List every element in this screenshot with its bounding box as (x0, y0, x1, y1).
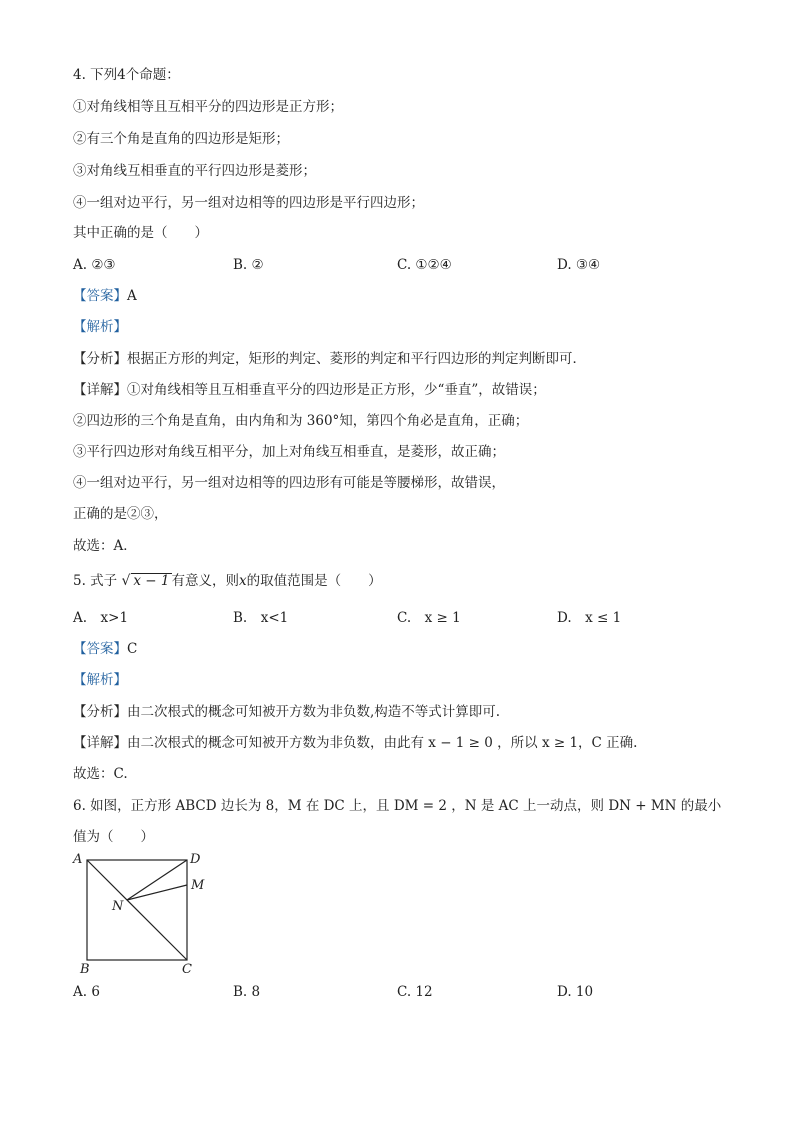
segment-mn (127, 885, 187, 900)
q5-title-pre: 5. 式子 (73, 573, 118, 589)
point-m-label: M (191, 878, 205, 893)
xiangjie-tag: 【详解】 (73, 735, 127, 751)
q6-option-a: A. 6 (73, 984, 100, 1000)
fenxi-tag: 【分析】 (73, 351, 127, 367)
q4-answer (73, 287, 137, 305)
q5-option-a: A. x>1 (73, 610, 129, 626)
q5-title-post: 的取值范围是（ ） (246, 573, 382, 589)
analysis-tag: 【解析】 (73, 672, 127, 688)
q5-title-mid: 有意义，则 (171, 573, 239, 589)
fenxi-text: 由二次根式的概念可知被开方数为非负数,构造不等式计算即可. (127, 704, 501, 720)
answer-value: C (127, 641, 138, 657)
point-n-label: N (112, 899, 124, 914)
q4-solution-5: 正确的是②③， (73, 506, 168, 522)
q4-solution-4: ④一组对边平行，另一组对边相等的四边形有可能是等腰梯形，故错误， (73, 475, 505, 491)
q4-option-c: C. ①②④ (397, 257, 452, 273)
q4-question: 其中正确的是（ ） (73, 225, 208, 241)
fenxi-tag: 【分析】 (73, 704, 127, 720)
q4-proposition-2: ②有三个角是直角的四边形是矩形； (73, 131, 289, 147)
q5-variable: x (239, 573, 247, 589)
q4-title: 4. 下列4个命题： (73, 67, 180, 83)
q6-square-figure (70, 850, 210, 980)
answer-tag: 【答案】 (73, 288, 127, 304)
vertex-a-label: A (73, 852, 83, 867)
q4-proposition-4: ④一组对边平行，另一组对边相等的四边形是平行四边形； (73, 195, 424, 211)
xiangjie-tag: 【详解】 (73, 382, 127, 398)
q6-option-d: D. 10 (557, 984, 594, 1000)
q6-question-line-2: 值为（ ） (73, 829, 154, 845)
q4-xiangjie (73, 381, 546, 399)
q4-proposition-1: ①对角线相等且互相平分的四边形是正方形； (73, 99, 343, 115)
q6-option-b: B. 8 (233, 984, 261, 1000)
vertex-c-label: C (182, 962, 192, 977)
q4-option-b: B. ② (233, 257, 264, 273)
vertex-b-label: B (80, 962, 90, 977)
q4-analysis-heading (73, 318, 127, 336)
xiangjie-text: ①对角线相等且互相垂直平分的四边形是正方形，少“垂直”，故错误； (127, 382, 546, 398)
vertex-d-label: D (190, 852, 201, 867)
q5-fenxi (73, 703, 500, 721)
q6-question-line-1: 6. 如图，正方形 ABCD 边长为 8，M 在 DC 上，且 DM = 2 ，N 是 AC 上一动点，则 DN + MN 的最小 (73, 798, 722, 814)
answer-value: A (127, 288, 137, 304)
diagonal-ac (87, 860, 187, 960)
q6-option-c: C. 12 (397, 984, 433, 1000)
q4-option-a: A. ②③ (73, 257, 116, 273)
xiangjie-text: 由二次根式的概念可知被开方数为非负数，由此有 x − 1 ≥ 0 ，所以 x ≥ 1，C 正确. (127, 735, 638, 751)
q5-option-d: D. x ≤ 1 (557, 610, 622, 626)
q4-proposition-3: ③对角线互相垂直的平行四边形是菱形； (73, 163, 316, 179)
q5-choose: 故选：C. (73, 766, 128, 782)
q5-answer (73, 640, 137, 658)
q5-title (73, 572, 382, 590)
answer-tag: 【答案】 (73, 641, 127, 657)
radical-sign-icon: √ (121, 573, 131, 589)
q5-option-c: C. x ≥ 1 (397, 610, 461, 626)
fenxi-text: 根据正方形的判定，矩形的判定、菱形的判定和平行四边形的判定判断即可． (127, 351, 586, 367)
q4-choose: 故选：A． (73, 538, 137, 554)
q4-fenxi (73, 350, 586, 368)
q5-option-b: B. x<1 (233, 610, 289, 626)
analysis-tag: 【解析】 (73, 319, 127, 335)
q4-option-d: D. ③④ (557, 257, 601, 273)
q5-radicand: x − 1 (133, 573, 170, 589)
q4-solution-3: ③平行四边形对角线互相平分，加上对角线互相垂直，是菱形，故正确； (73, 444, 505, 460)
segment-dn (127, 860, 187, 900)
q5-xiangjie (73, 734, 637, 752)
q5-analysis-heading (73, 671, 127, 689)
q4-solution-2: ②四边形的三个角是直角，由内角和为 360°知，第四个角必是直角，正确； (73, 413, 529, 429)
